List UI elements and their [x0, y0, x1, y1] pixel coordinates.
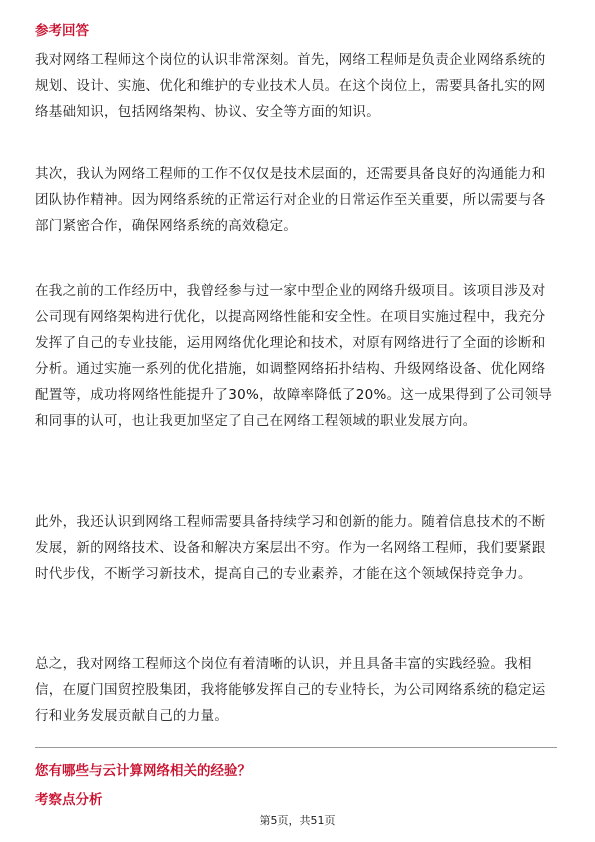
- divider-line: [35, 747, 557, 748]
- paragraph-4: 此外，我还认识到网络工程师需要具备持续学习和创新的能力。随着信息技术的不断发展，新的网络技术、设备和解决方案层出不穷。作为一名网络工程师，我们要紧跟时代步伐，不断学习新技术，提高自己的专业素养，才能在这个领域保持竞争力。: [35, 514, 546, 582]
- paragraph-1: 我对网络工程师这个岗位的认识非常深刻。首先，网络工程师是负责企业网络系统的规划、设计、实施、优化和维护的专业技术人员。在这个岗位上，需要具备扎实的网络基础知识，包括网络架构、协议、安全等方面的知识。: [35, 52, 546, 120]
- question-heading: 您有哪些与云计算网络相关的经验？: [35, 763, 251, 779]
- paragraph-2: 其次，我认为网络工程师的工作不仅仅是技术层面的，还需要具备良好的沟通能力和团队协作精神。因为网络系统的正常运行对企业的日常运作至关重要，所以需要与各部门紧密合作，确保网络系统的高效稳定。: [35, 166, 546, 234]
- paragraph-3: 在我之前的工作经历中，我曾经参与过一家中型企业的网络升级项目。该项目涉及对公司现有网络架构进行优化，以提高网络性能和安全性。在项目实施过程中，我充分发挥了自己的专业技能，运用网络优化理论和技术，对原有网络进行了全面的诊断和分析。通过实施一系列的优化措施，如调整网络拓扑结构、升级网络设备、优化网络配置等，成功将网络性能提升了30%，故障率降低了20%。这一成果得到了公司领导和同事的认可，也让我更加坚定了自己在网络工程领域的职业发展方向。: [35, 283, 553, 429]
- paragraph-5: 总之，我对网络工程师这个岗位有着清晰的认识，并且具备丰富的实践经验。我相信，在厦门国贸控股集团，我将能够发挥自己的专业特长，为公司网络系统的稳定运行和业务发展贡献自己的力量。: [35, 656, 546, 724]
- section-heading-reference-answer: 参考回答: [35, 23, 89, 39]
- section-heading-analysis: 考察点分析: [35, 792, 103, 808]
- page-number-footer: 第5页，共51页: [259, 814, 336, 827]
